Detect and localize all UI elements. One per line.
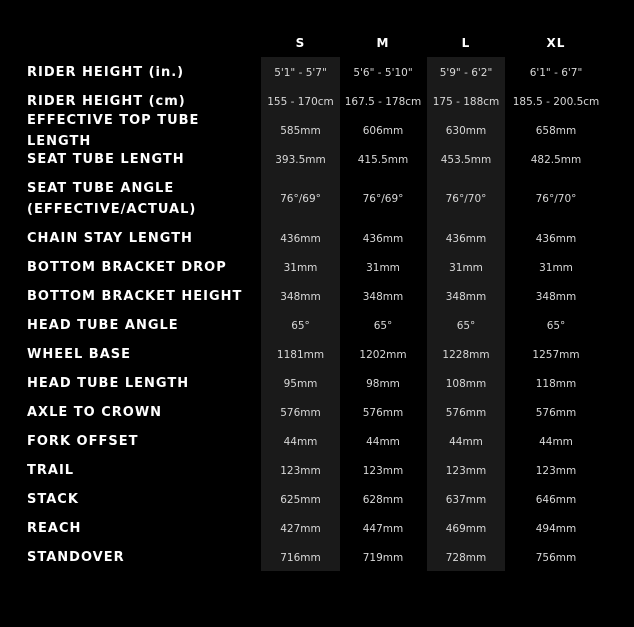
table-row <box>0 427 634 456</box>
row-label: SEAT TUBE LENGTH <box>27 152 185 167</box>
row-value-m: 576mm <box>362 406 404 419</box>
row-value-xl: 185.5 - 200.5cm <box>512 95 600 108</box>
table-row <box>0 282 634 311</box>
row-value-m: 447mm <box>362 522 404 535</box>
row-value-s: 123mm <box>280 464 321 477</box>
row-value-l: 348mm <box>445 290 487 303</box>
row-value-xl: 76°/70° <box>535 193 577 205</box>
row-value-l: 76°/70° <box>445 193 487 205</box>
table-row <box>0 253 634 282</box>
row-value-s: 1181mm <box>276 348 325 361</box>
row-value-l: 123mm <box>445 464 487 477</box>
row-value-s: 625mm <box>280 493 321 506</box>
row-value-xl: 658mm <box>535 124 577 137</box>
size-header-s: S <box>295 36 306 50</box>
row-value-s: 576mm <box>280 406 321 419</box>
row-label: HEAD TUBE ANGLE <box>27 318 179 333</box>
row-value-s: 95mm <box>283 377 318 390</box>
row-value-s: 393.5mm <box>275 153 326 166</box>
row-label: TRAIL <box>27 463 75 478</box>
table-row <box>0 58 634 87</box>
table-row <box>0 174 634 224</box>
row-value-l: 44mm <box>449 435 483 448</box>
row-value-xl: 348mm <box>535 290 577 303</box>
row-value-m: 167.5 - 178cm <box>344 95 422 108</box>
row-label: SEAT TUBE ANGLE (EFFECTIVE/ACTUAL) <box>27 181 197 217</box>
row-value-xl: 482.5mm <box>530 153 582 166</box>
row-label: WHEEL BASE <box>27 347 132 362</box>
row-value-xl: 436mm <box>535 232 577 245</box>
row-value-m: 1202mm <box>359 348 407 361</box>
row-value-m: 719mm <box>362 551 404 564</box>
table-row <box>0 398 634 427</box>
row-value-m: 606mm <box>362 124 404 137</box>
row-label: STACK <box>27 492 79 507</box>
row-label: BOTTOM BRACKET HEIGHT <box>27 289 243 304</box>
table-row <box>0 112 634 149</box>
row-label: BOTTOM BRACKET DROP <box>27 260 227 275</box>
size-header-m: M <box>376 36 390 50</box>
row-value-m: 415.5mm <box>357 153 409 166</box>
row-value-l: 576mm <box>445 406 487 419</box>
size-header-l: L <box>461 36 471 50</box>
row-value-m: 98mm <box>366 377 400 390</box>
row-value-l: 1228mm <box>442 348 490 361</box>
row-value-l: 436mm <box>445 232 487 245</box>
row-value-l: 469mm <box>445 522 487 535</box>
row-value-m: 123mm <box>362 464 404 477</box>
row-value-s: 436mm <box>280 232 321 245</box>
row-label: FORK OFFSET <box>27 434 139 449</box>
row-value-l: 453.5mm <box>440 153 492 166</box>
table-row <box>0 514 634 543</box>
table-row <box>0 456 634 485</box>
row-label: RIDER HEIGHT (cm) <box>27 94 186 109</box>
row-value-s: 585mm <box>280 124 321 137</box>
row-value-l: 630mm <box>445 124 487 137</box>
row-value-l: 637mm <box>445 493 487 506</box>
size-header-xl: XL <box>546 36 566 50</box>
row-label: REACH <box>27 521 82 536</box>
row-value-xl: 118mm <box>535 377 577 390</box>
row-value-s: 348mm <box>280 290 321 303</box>
row-value-s: 44mm <box>283 435 318 448</box>
table-row <box>0 340 634 369</box>
row-value-s: 155 - 170cm <box>267 95 334 108</box>
row-value-xl: 65° <box>546 319 566 332</box>
row-value-m: 628mm <box>362 493 404 506</box>
table-row <box>0 224 634 253</box>
row-value-l: 5'9" - 6'2" <box>439 66 493 79</box>
row-value-s: 65° <box>291 319 310 332</box>
row-value-xl: 6'1" - 6'7" <box>529 66 583 79</box>
table-row <box>0 369 634 398</box>
row-label: CHAIN STAY LENGTH <box>27 231 193 246</box>
row-value-s: 31mm <box>283 261 318 274</box>
row-value-xl: 756mm <box>535 551 577 564</box>
row-value-s: 716mm <box>280 551 321 564</box>
table-row <box>0 485 634 514</box>
row-value-m: 436mm <box>362 232 404 245</box>
row-value-s: 5'1" - 5'7" <box>274 66 327 79</box>
table-row <box>0 145 634 174</box>
row-value-m: 5'6" - 5'10" <box>353 66 413 79</box>
row-label: RIDER HEIGHT (in.) <box>27 65 185 80</box>
row-value-m: 31mm <box>366 261 400 274</box>
row-value-l: 31mm <box>449 261 483 274</box>
row-value-xl: 646mm <box>535 493 577 506</box>
row-value-l: 175 - 188cm <box>432 95 500 108</box>
row-value-l: 65° <box>456 319 476 332</box>
row-value-xl: 576mm <box>535 406 577 419</box>
row-value-l: 108mm <box>445 377 487 390</box>
row-value-m: 65° <box>373 319 393 332</box>
row-value-xl: 1257mm <box>532 348 580 361</box>
row-value-xl: 31mm <box>539 261 573 274</box>
row-value-s: 427mm <box>280 522 321 535</box>
row-value-xl: 123mm <box>535 464 577 477</box>
table-row <box>0 311 634 340</box>
row-value-m: 76°/69° <box>362 193 404 205</box>
row-value-xl: 44mm <box>539 435 573 448</box>
row-label: AXLE TO CROWN <box>27 405 163 420</box>
row-value-l: 728mm <box>445 551 487 564</box>
table-row <box>0 543 634 572</box>
row-label: STANDOVER <box>27 550 125 565</box>
row-value-xl: 494mm <box>535 522 577 535</box>
row-label: EFFECTIVE TOP TUBE LENGTH <box>27 112 200 149</box>
row-value-s: 76°/69° <box>280 193 321 205</box>
row-value-m: 44mm <box>366 435 400 448</box>
row-label: HEAD TUBE LENGTH <box>27 376 190 391</box>
row-value-m: 348mm <box>362 290 404 303</box>
